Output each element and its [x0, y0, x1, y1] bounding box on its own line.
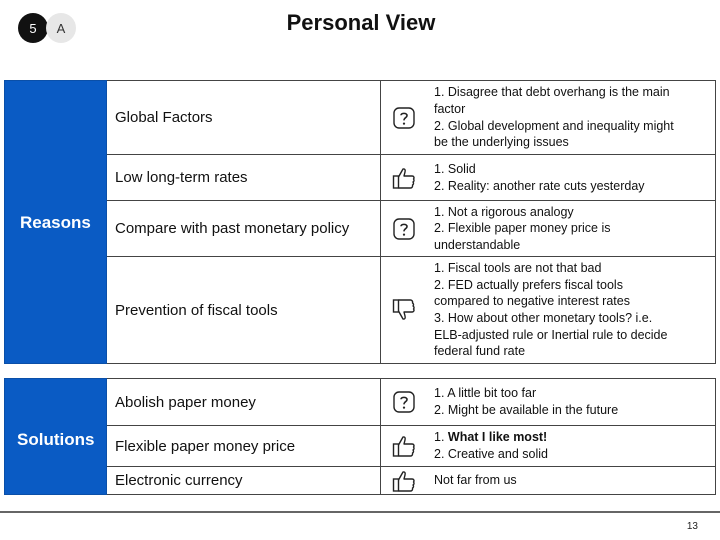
comment-line: 2. Might be available in the future	[434, 403, 619, 417]
solutions-label: Solutions	[17, 430, 95, 449]
comment-line: 1. Fiscal tools are not that bad	[434, 261, 602, 276]
comment-line: federal fund rate	[434, 344, 526, 359]
reason-row-past-policy	[107, 200, 716, 257]
thumbs-up-icon	[382, 155, 426, 200]
comment-line: 2. Reality: another rate cuts yesterday	[434, 178, 645, 193]
solution-row-electronic	[107, 466, 716, 495]
thumbs-down-icon	[382, 257, 426, 363]
comment-line: Not far from us	[434, 473, 517, 488]
comment-line: 1. A little bit too far	[434, 386, 537, 401]
comment-line: 1. Disagree that debt overhang is the main	[434, 85, 670, 100]
reason-row-low-rates	[107, 154, 716, 201]
thumbs-up-icon	[382, 426, 426, 466]
comment-line: 3. How about other monetary tools? i.e.	[434, 311, 653, 325]
comment-line: compared to negative interest rates	[434, 294, 630, 309]
reason-row-fiscal-tools	[107, 256, 716, 364]
comment-line: understandable	[434, 237, 521, 252]
comment-line: 2. Global development and inequality might	[434, 118, 674, 133]
reason-comment	[426, 260, 715, 360]
comment-line: 2. FED actually prefers fiscal tools	[434, 277, 623, 292]
page-number: 13	[686, 521, 698, 532]
comment-line: 2. Flexible paper money price is	[434, 221, 611, 236]
footer-divider	[0, 511, 720, 513]
reason-label: Low long-term rates	[107, 155, 381, 200]
question-icon	[382, 81, 426, 154]
solution-label: Abolish paper money	[107, 379, 381, 425]
reason-label: Compare with past monetary policy	[107, 201, 381, 256]
section-letter: A	[56, 20, 66, 36]
reason-comment	[426, 84, 715, 150]
question-icon	[382, 379, 426, 425]
solution-label: Flexible paper money price	[107, 426, 381, 466]
reason-comment	[426, 161, 715, 194]
comment-line: 2. Creative and solid	[434, 447, 548, 461]
reasons-panel	[4, 80, 107, 364]
solution-comment	[426, 429, 715, 462]
solution-row-abolish	[107, 378, 716, 426]
comment-line: 1. Not a rigorous analogy	[434, 204, 574, 219]
reason-label: Global Factors	[107, 81, 381, 154]
comment-emphasis: What I like most!	[447, 430, 548, 445]
solution-label: Electronic currency	[107, 467, 381, 494]
question-icon	[382, 201, 426, 256]
page-title: Personal View	[286, 10, 436, 35]
comment-prefix: 1.	[434, 430, 448, 445]
solution-row-flexible	[107, 425, 716, 467]
reason-label: Prevention of fiscal tools	[107, 257, 381, 363]
comment-line: factor	[434, 101, 466, 116]
comment-line: 1. Solid	[434, 161, 476, 176]
comment-line: be the underlying issues	[434, 135, 569, 150]
solution-comment	[426, 385, 715, 418]
reason-comment	[426, 204, 715, 254]
comment-line	[434, 429, 711, 446]
comment-line: ELB-adjusted rule or Inertial rule to decide	[434, 327, 668, 342]
section-number: 5	[29, 20, 37, 36]
thumbs-up-icon	[382, 467, 426, 494]
solution-comment	[426, 472, 715, 489]
solutions-panel	[4, 378, 107, 495]
reasons-label: Reasons	[20, 213, 91, 232]
reason-row-global-factors	[107, 80, 716, 155]
